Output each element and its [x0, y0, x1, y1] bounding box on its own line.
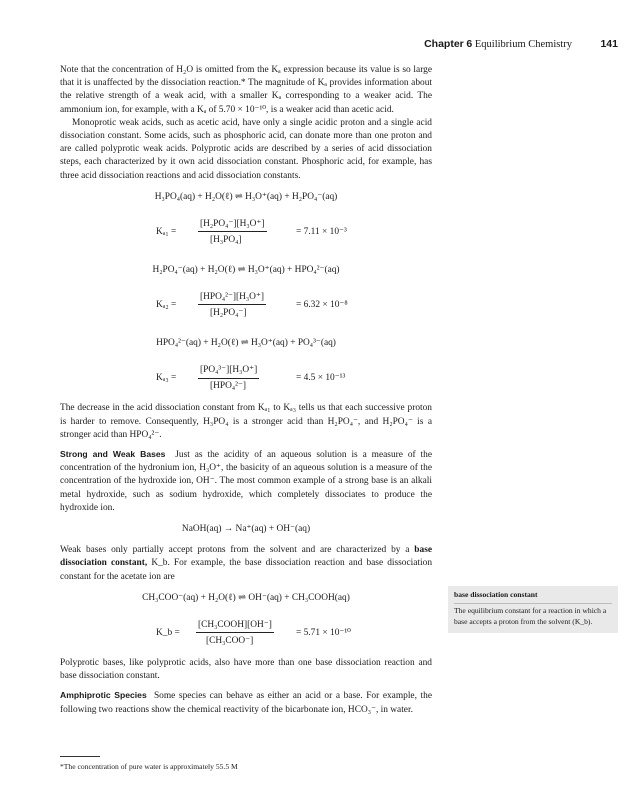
section-heading-strong-weak-bases: Strong and Weak Bases: [60, 449, 166, 460]
ka1-denominator: [H₃PO₄]: [210, 235, 242, 246]
paragraph-ka-decrease: The decrease in the acid dissociation constant from Kₐ₁ to Kₐ₃ tells us that each successive proton is harder to remove. Consequently, H₃PO₄ is a stronger acid than H₂PO₄⁻, and H₂PO₄⁻ is a stronger acid than HPO₄²⁻.: [60, 403, 432, 440]
ka1-lhs: Kₐ₁ =: [156, 227, 177, 238]
chapter-number: 6: [466, 38, 473, 50]
running-header: [60, 38, 618, 52]
paragraph-strong-weak-bases: [60, 448, 432, 515]
chapter-heading: [424, 38, 572, 50]
glossary-term: base dissociation constant: [454, 590, 612, 604]
kb-lhs: K_b =: [156, 628, 180, 639]
equation-ka3: [60, 358, 432, 402]
paragraph-ka-meaning: Note that the concentration of H₂O is omitted from the Kₐ expression because its value is so large that it is unaffected by the dissociation reaction.* The magnitude of Kₐ provides information about the relative strength of a weak acid, with a smaller Kₐ corresponding to a weaker acid. The ammonium ion, for example, with a Kₐ of 5.70 × 10⁻¹⁰, is a weaker acid than acetic acid.: [60, 65, 432, 115]
weak-bases-text-start: Weak bases only partially accept protons from the solvent and are characterized by a: [60, 545, 410, 556]
reaction-1: H₃PO₄(aq) + H₂O(ℓ) ⇌ H₃O⁺(aq) + H₂PO₄⁻(aq): [154, 191, 338, 202]
reaction-naoh: NaOH(aq) → Na⁺(aq) + OH⁻(aq): [181, 524, 311, 535]
ka3-lhs: Kₐ₃ =: [156, 373, 177, 384]
reaction-2: H₂PO₄⁻(aq) + H₂O(ℓ) ⇌ H₃O⁺(aq) + HPO₄²⁻(aq): [152, 265, 340, 276]
ka3-value: = 4.5 × 10⁻¹³: [296, 373, 346, 384]
margin-glossary-box: [448, 586, 618, 633]
ka1-value: = 7.11 × 10⁻³: [296, 227, 347, 238]
kb-denominator: [CH₃COO⁻]: [206, 636, 254, 647]
equation-ka2: [60, 285, 432, 329]
paragraph-polyprotic: Monoprotic weak acids, such as acetic acid, have only a single acidic proton and a single acid dissociation constant. Some acids, such as phosphoric acid, can donate more than one proton and are called polyprotic weak acids. Polyprotic acids are described by a series of acid dissociation steps, each characterized by it own acid dissociation constant. Phosphoric acid, for example, has three acid dissociation reactions and acid dissociation constants.: [60, 117, 432, 181]
paragraph-weak-bases: [60, 544, 432, 584]
equation-ka1: [60, 212, 432, 256]
paragraph-amphiprotic: [60, 689, 432, 716]
kb-numerator: [CH₃COOH][OH⁻]: [196, 619, 274, 633]
strong-bases-text: Just as the acidity of an aqueous solution is a measure of the concentration of the hydronium ion, H₃O⁺, the basicity of an aqueous solution is a measure of the concentration of the hydroxide ion, OH⁻. The most common example of a strong base is an alkali metal hydroxide, such as sodium hydroxide, which completely dissociates to produce the hydroxide ion.: [60, 450, 432, 513]
ka3-numerator: [PO₄³⁻][H₃O⁺]: [198, 364, 259, 378]
section-heading-amphiprotic: Amphiprotic Species: [60, 690, 147, 701]
ka2-lhs: Kₐ₂ =: [156, 300, 177, 311]
page-number: 141: [600, 38, 618, 50]
chapter-label: Chapter: [424, 38, 464, 50]
ka2-denominator: [H₂PO₄⁻]: [210, 308, 247, 319]
reaction-3: HPO₄²⁻(aq) + H₂O(ℓ) ⇌ H₃O⁺(aq) + PO₄³⁻(aq): [156, 338, 336, 349]
main-text: [60, 64, 432, 717]
footnote-rule: [60, 756, 100, 757]
chapter-title: Equilibrium Chemistry: [474, 39, 572, 50]
footnote: *The concentration of pure water is approximately 55.5 M: [60, 762, 238, 771]
amphiprotic-text: Some species can behave as either an acid or a base. For example, the following two reactions show the chemical reactivity of the bicarbonate ion, HCO₃⁻, in water.: [60, 691, 432, 715]
equation-kb: [60, 613, 432, 657]
paragraph-polyprotic-bases: Polyprotic bases, like polyprotic acids, also have more than one base dissociation reaction and base dissociation constant.: [60, 658, 432, 682]
reaction-acetate: CH₃COO⁻(aq) + H₂O(ℓ) ⇌ OH⁻(aq) + CH₃COOH(aq): [142, 592, 350, 603]
key-term-base-dissociation-constant: base dissociation constant,: [60, 545, 433, 569]
ka2-numerator: [HPO₄²⁻][H₃O⁺]: [198, 291, 266, 305]
kb-value: = 5.71 × 10⁻¹⁰: [296, 628, 351, 639]
ka2-value: = 6.32 × 10⁻⁸: [296, 300, 348, 311]
ka1-numerator: [H₂PO₄⁻][H₃O⁺]: [198, 218, 267, 232]
weak-bases-text-end: K_b. For example, the base dissociation reaction and base dissociation constant for the acetate ion are: [60, 558, 433, 582]
glossary-definition: The equilibrium constant for a reaction in which a base accepts a proton from the solvent (K_b).: [454, 606, 607, 626]
ka3-denominator: [HPO₄²⁻]: [210, 381, 247, 392]
